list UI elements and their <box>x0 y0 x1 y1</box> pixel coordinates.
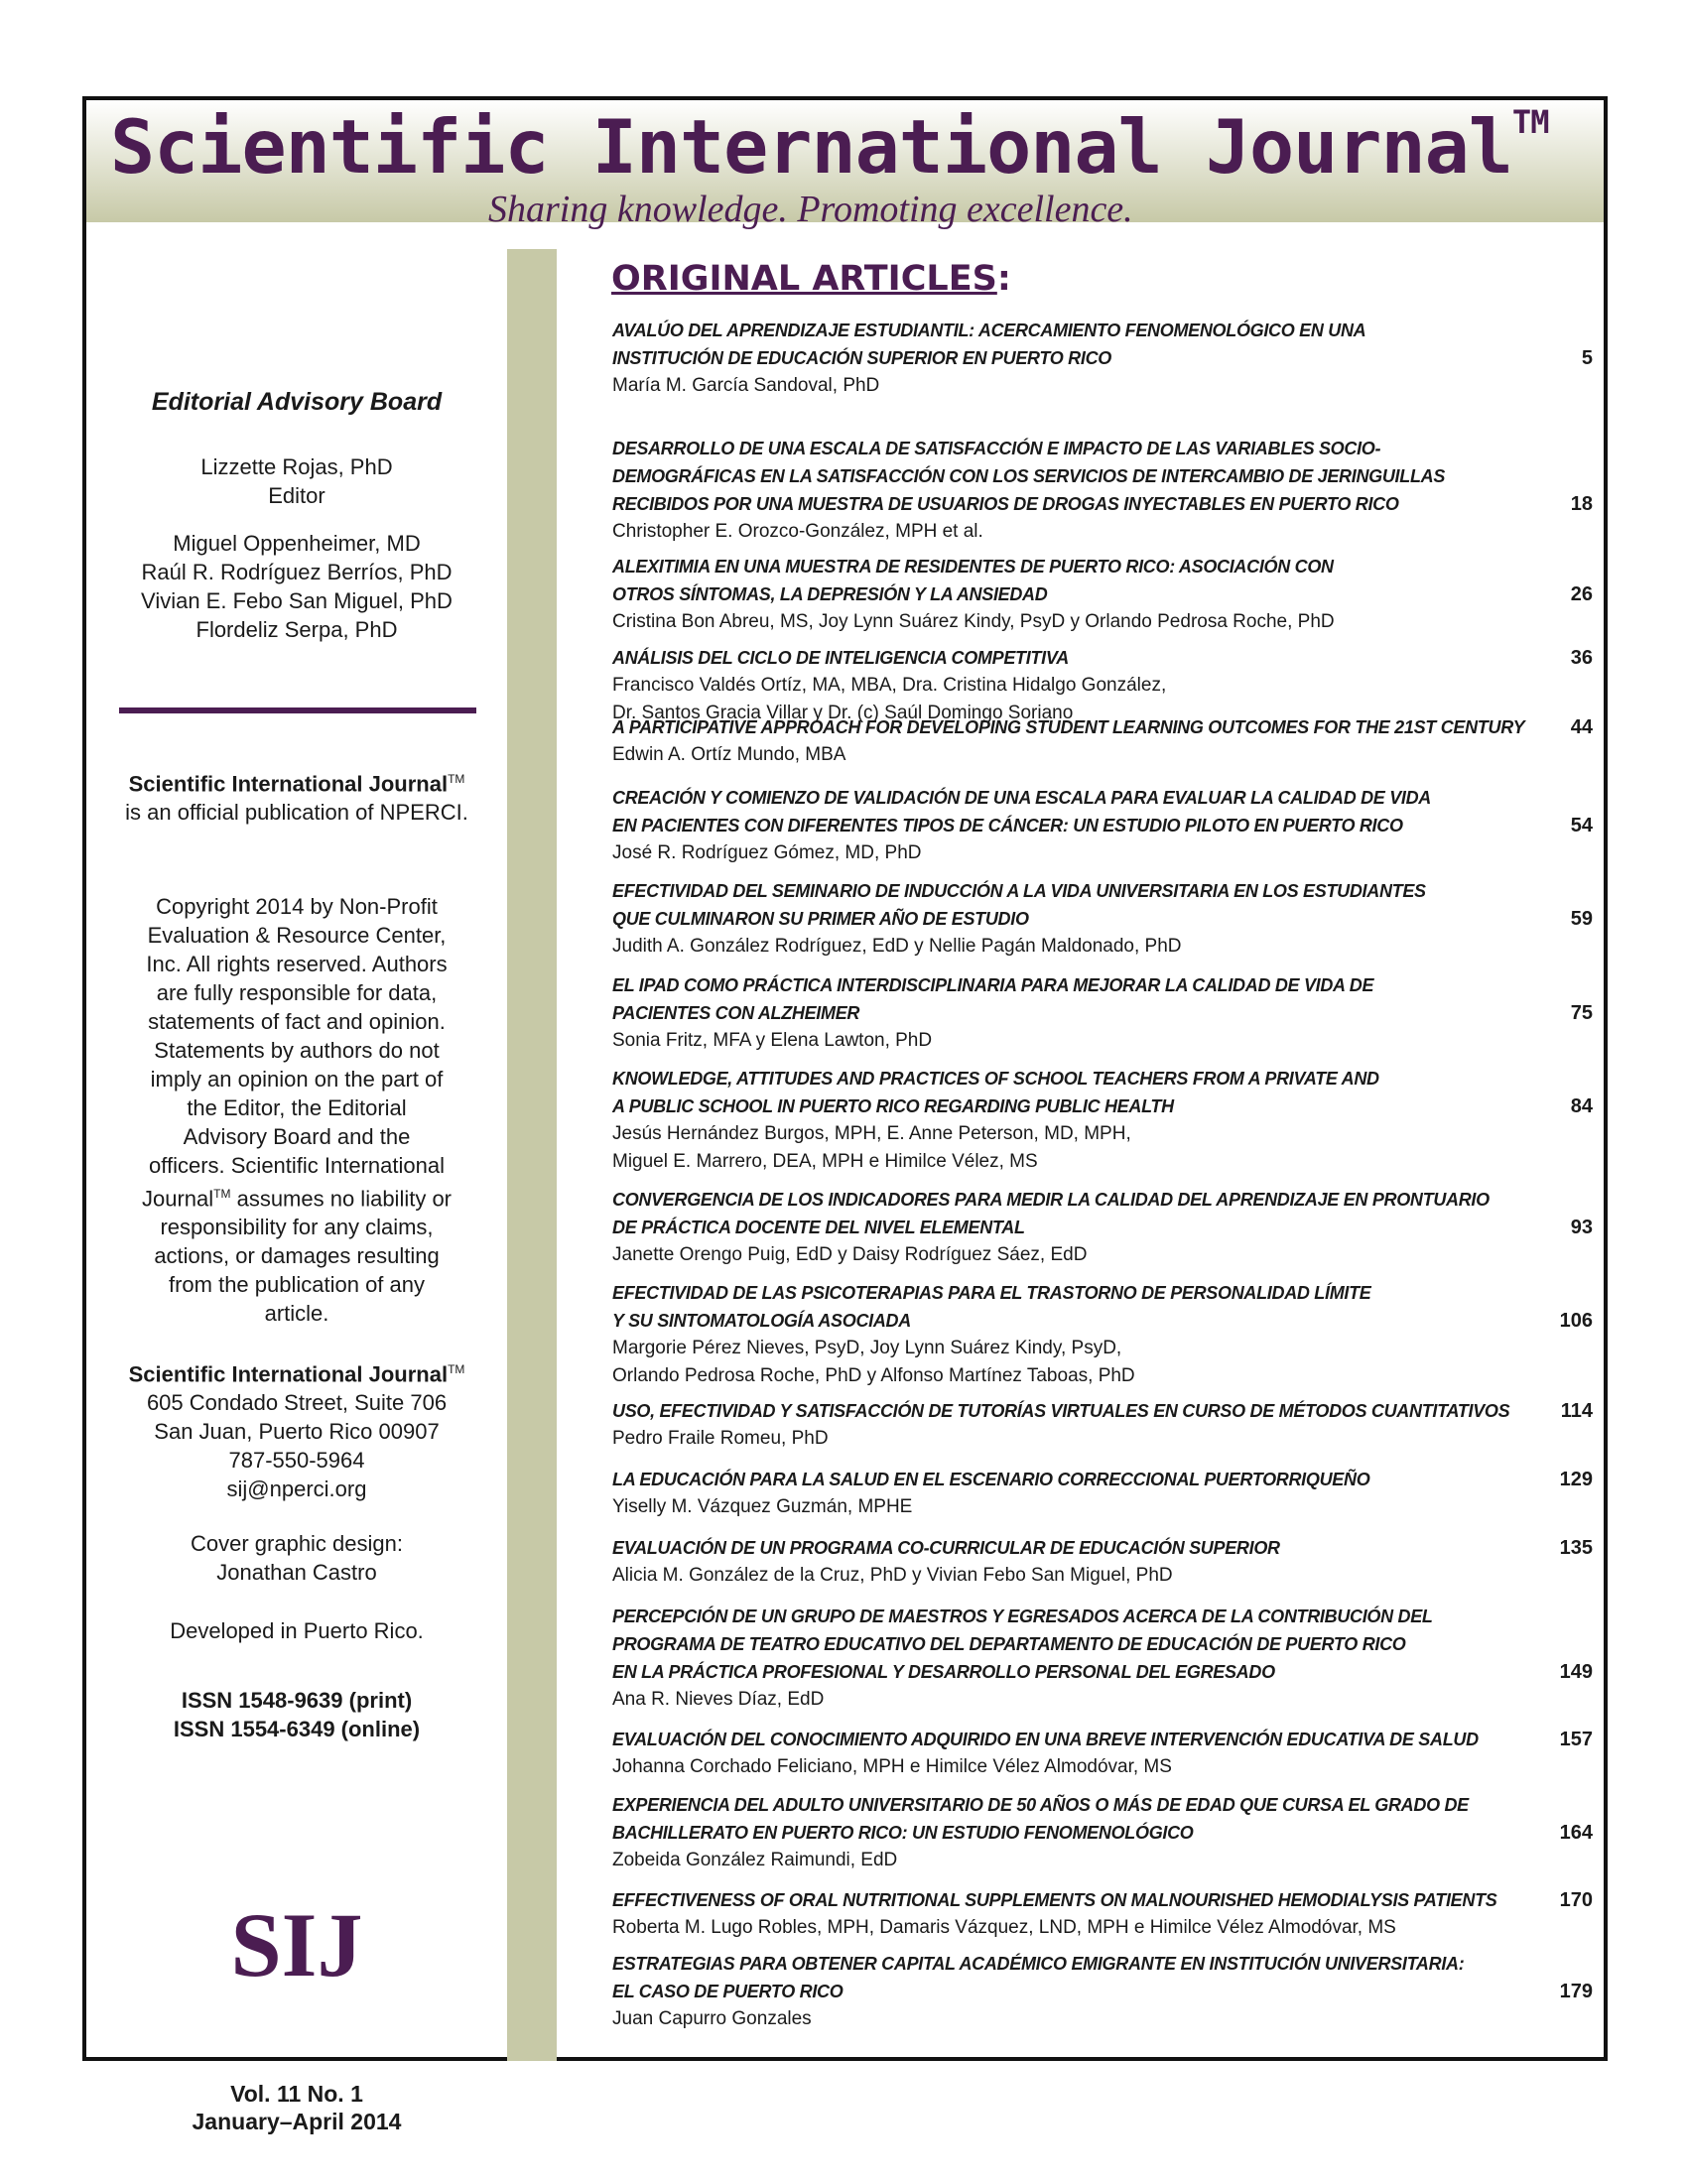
cover-credit-line: Cover graphic design: <box>190 1531 403 1556</box>
article-authors-line: Yiselly M. Vázquez Guzmán, MPHE <box>612 1496 913 1517</box>
copyright-line: Advisory Board and the <box>183 1124 411 1149</box>
cover-credit <box>86 1529 507 1587</box>
article-title-line: ALEXITIMIA EN UNA MUESTRA DE RESIDENTES DE PUERTO RICO: ASOCIACIÓN CON <box>612 557 1334 577</box>
board-title: Editorial Advisory Board <box>151 388 443 416</box>
article-title-line: A PARTICIPATIVE APPROACH FOR DEVELOPING STUDENT LEARNING OUTCOMES FOR THE 21ST CENTURY <box>612 717 1525 737</box>
article-page-number: 75 <box>1570 1002 1593 1024</box>
copyright-line: Statements by authors do not <box>154 1038 440 1063</box>
article-title-line: QUE CULMINARON SU PRIMER AÑO DE ESTUDIO <box>612 909 1029 929</box>
article-page-number: 135 <box>1559 1537 1593 1559</box>
editor-role: Editor <box>268 483 325 508</box>
article-page-number: 44 <box>1570 716 1593 738</box>
toc-entry[interactable] <box>612 1886 1605 1942</box>
copyright-line: responsibility for any claims, <box>160 1215 434 1240</box>
cover-credit-line: Jonathan Castro <box>216 1560 377 1585</box>
trademark-mark: TM <box>448 772 465 786</box>
article-page-number: 129 <box>1559 1469 1593 1490</box>
copyright-journal: Journal <box>141 1186 214 1212</box>
article-page-number: 149 <box>1559 1661 1593 1683</box>
article-title-line: KNOWLEDGE, ATTITUDES AND PRACTICES OF SCHOOL TEACHERS FROM A PRIVATE AND <box>612 1069 1379 1089</box>
article-title-line: ESTRATEGIAS PARA OBTENER CAPITAL ACADÉMICO EMIGRANTE EN INSTITUCIÓN UNIVERSITARIA: <box>612 1954 1465 1974</box>
journal-tagline: Sharing knowledge. Promoting excellence. <box>488 189 1133 230</box>
article-authors-line: Cristina Bon Abreu, MS, Joy Lynn Suárez Kindy, PsyD y Orlando Pedrosa Roche, PhD <box>612 611 1335 632</box>
article-authors-line: Orlando Pedrosa Roche, PhD y Alfonso Martínez Taboas, PhD <box>612 1365 1135 1386</box>
article-title-line: PACIENTES CON ALZHEIMER <box>612 1003 860 1023</box>
copyright-line: are fully responsible for data, <box>156 980 438 1005</box>
article-authors-line: María M. García Sandoval, PhD <box>612 375 880 396</box>
volume-number: Vol. 11 No. 1 <box>230 2081 363 2107</box>
article-page-number: 164 <box>1559 1822 1593 1844</box>
issn-block <box>86 1686 507 1743</box>
toc-entry[interactable] <box>612 1791 1605 1874</box>
article-page-number: 54 <box>1570 815 1593 836</box>
toc-entry[interactable] <box>612 435 1605 546</box>
article-title-line: A PUBLIC SCHOOL IN PUERTO RICO REGARDING PUBLIC HEALTH <box>612 1096 1174 1116</box>
article-title-line: ANÁLISIS DEL CICLO DE INTELIGENCIA COMPETITIVA <box>612 648 1069 668</box>
article-title-line: EFFECTIVENESS OF ORAL NUTRITIONAL SUPPLEMENTS ON MALNOURISHED HEMODIALYSIS PATIENTS <box>612 1890 1497 1910</box>
cover-frame <box>82 96 1608 2134</box>
copyright-line: article. <box>264 1301 329 1327</box>
toc-entry[interactable] <box>612 1950 1605 2033</box>
article-title-line: PROGRAMA DE TEATRO EDUCATIVO DEL DEPARTAMENTO DE EDUCACIÓN DE PUERTO RICO <box>612 1634 1406 1654</box>
publication-statement: is an official publication of NPERCI. <box>125 800 468 826</box>
article-title-line: LA EDUCACIÓN PARA LA SALUD EN EL ESCENARIO CORRECCIONAL PUERTORRIQUEÑO <box>612 1470 1370 1489</box>
article-title-line: CREACIÓN Y COMIENZO DE VALIDACIÓN DE UNA ESCALA PARA EVALUAR LA CALIDAD DE VIDA <box>612 788 1431 808</box>
article-authors-line: Alicia M. González de la Cruz, PhD y Vivian Febo San Miguel, PhD <box>612 1565 1173 1586</box>
article-title-line: USO, EFECTIVIDAD Y SATISFACCIÓN DE TUTORÍAS VIRTUALES EN CURSO DE MÉTODOS CUANTITATIVOS <box>612 1401 1510 1421</box>
trademark-mark: TM <box>1511 103 1549 141</box>
article-title-line: OTROS SÍNTOMAS, LA DEPRESIÓN Y LA ANSIEDAD <box>612 584 1048 604</box>
article-title-line: EVALUACIÓN DEL CONOCIMIENTO ADQUIRIDO EN UNA BREVE INTERVENCIÓN EDUCATIVA DE SALUD <box>612 1730 1479 1749</box>
copyright-line: imply an opinion on the part of <box>150 1067 444 1092</box>
copyright-block <box>86 892 507 1328</box>
toc-entry[interactable] <box>612 553 1605 636</box>
email-address[interactable]: sij@nperci.org <box>226 1477 367 1502</box>
copyright-line: officers. Scientific International <box>149 1153 445 1178</box>
copyright-line: Evaluation & Resource Center, <box>147 923 447 948</box>
article-authors-line: Christopher E. Orozco-González, MPH et al. <box>612 521 983 542</box>
article-page-number: 157 <box>1559 1729 1593 1750</box>
journal-title <box>110 103 1549 191</box>
article-authors-line: Jesús Hernández Burgos, MPH, E. Anne Peterson, MD, MPH, <box>612 1123 1131 1144</box>
article-title-line: PERCEPCIÓN DE UN GRUPO DE MAESTROS Y EGRESADOS ACERCA DE LA CONTRIBUCIÓN DEL <box>612 1606 1433 1626</box>
section-heading-colon: : <box>996 259 1011 299</box>
toc-entry[interactable] <box>612 713 1605 769</box>
article-authors-line: Dr. Santos Gracia Villar y Dr. (c) Saúl Domingo Soriano <box>612 703 1074 723</box>
article-page-number: 114 <box>1560 1400 1593 1422</box>
board-member: Miguel Oppenheimer, MD <box>173 531 421 556</box>
article-authors-line: José R. Rodríguez Gómez, MD, PhD <box>612 842 922 863</box>
toc-entry[interactable] <box>612 784 1605 867</box>
article-authors-line: Janette Orengo Puig, EdD y Daisy Rodríguez Sáez, EdD <box>612 1244 1088 1265</box>
article-authors-line: Judith A. González Rodríguez, EdD y Nellie Pagán Maldonado, PhD <box>612 936 1182 957</box>
address-publication-name: Scientific International Journal <box>128 1361 449 1387</box>
table-of-contents <box>557 249 1604 2061</box>
sij-logo: SIJ <box>230 1894 363 1995</box>
toc-entry[interactable] <box>612 1603 1605 1714</box>
article-page-number: 26 <box>1570 583 1593 605</box>
article-title-line: Y SU SINTOMATOLOGÍA ASOCIADA <box>612 1311 911 1331</box>
article-authors-line: Roberta M. Lugo Robles, MPH, Damaris Vázquez, LND, MPH e Himilce Vélez Almodóvar, MS <box>612 1917 1396 1938</box>
left-sidebar <box>86 249 507 2134</box>
article-title-line: EVALUACIÓN DE UN PROGRAMA CO-CURRICULAR DE EDUCACIÓN SUPERIOR <box>612 1538 1280 1558</box>
address-block <box>86 1355 507 1503</box>
toc-entry[interactable] <box>612 1279 1605 1390</box>
article-authors-line: Edwin A. Ortíz Mundo, MBA <box>612 744 846 765</box>
copyright-line: Copyright 2014 by Non-Profit <box>156 894 438 919</box>
section-heading-text: ORIGINAL ARTICLES <box>611 259 997 299</box>
publication-name: Scientific International Journal <box>128 771 449 797</box>
copyright-line: from the publication of any <box>168 1272 426 1298</box>
copyright-line: actions, or damages resulting <box>154 1243 440 1269</box>
article-page-number: 179 <box>1559 1981 1593 2002</box>
article-page-number: 106 <box>1559 1310 1593 1332</box>
journal-title-text: Scientific International Journal <box>110 103 1512 191</box>
trademark-mark: TM <box>448 1362 465 1376</box>
copyright-line: statements of fact and opinion. <box>148 1009 446 1034</box>
board-member: Vivian E. Febo San Miguel, PhD <box>141 588 453 613</box>
article-page-number: 5 <box>1581 347 1593 369</box>
address-line: 605 Condado Street, Suite 706 <box>146 1390 448 1416</box>
article-title-line: CONVERGENCIA DE LOS INDICADORES PARA MEDIR LA CALIDAD DEL APRENDIZAJE EN PRONTUARIO <box>612 1190 1490 1210</box>
issue-info <box>86 2080 507 2135</box>
article-page-number: 84 <box>1570 1095 1593 1117</box>
article-authors-line: Zobeida González Raimundi, EdD <box>612 1850 898 1870</box>
issue-date: January–April 2014 <box>192 2109 402 2134</box>
article-page-number: 36 <box>1570 647 1593 669</box>
article-authors-line: Miguel E. Marrero, DEA, MPH e Himilce Vélez, MS <box>612 1151 1038 1172</box>
article-title-line: EL CASO DE PUERTO RICO <box>612 1982 844 2001</box>
article-title-line: DE PRÁCTICA DOCENTE DEL NIVEL ELEMENTAL <box>612 1218 1025 1237</box>
article-page-number: 170 <box>1559 1889 1593 1911</box>
article-title-line: BACHILLERATO EN PUERTO RICO: UN ESTUDIO FENOMENOLÓGICO <box>612 1823 1194 1843</box>
article-title-line: EFECTIVIDAD DEL SEMINARIO DE INDUCCIÓN A LA VIDA UNIVERSITARIA EN LOS ESTUDIANTES <box>612 881 1426 901</box>
issn-online: ISSN 1554-6349 (online) <box>173 1717 421 1741</box>
toc-entry[interactable] <box>612 1726 1605 1781</box>
phone-number: 787-550-5964 <box>228 1448 365 1474</box>
toc-entry[interactable] <box>612 1065 1605 1176</box>
toc-entry[interactable] <box>612 1466 1605 1521</box>
article-authors-line: Francisco Valdés Ortíz, MA, MBA, Dra. Cristina Hidalgo González, <box>612 675 1167 696</box>
article-authors-line: Sonia Fritz, MFA y Elena Lawton, PhD <box>612 1030 933 1051</box>
article-authors-line: Ana R. Nieves Díaz, EdD <box>612 1689 825 1710</box>
toc-entry[interactable] <box>612 1397 1605 1453</box>
article-title-line: EL IPAD COMO PRÁCTICA INTERDISCIPLINARIA PARA MEJORAR LA CALIDAD DE VIDA DE <box>612 975 1374 995</box>
article-title-line: RECIBIDOS POR UNA MUESTRA DE USUARIOS DE DROGAS INYECTABLES EN PUERTO RICO <box>612 494 1399 514</box>
toc-entry[interactable] <box>612 877 1605 961</box>
issn-print: ISSN 1548-9639 (print) <box>181 1688 413 1713</box>
developed-note: Developed in Puerto Rico. <box>170 1618 424 1643</box>
article-authors-line: Margorie Pérez Nieves, PsyD, Joy Lynn Suárez Kindy, PsyD, <box>612 1338 1122 1358</box>
board-members <box>86 529 507 644</box>
toc-entry[interactable] <box>612 1534 1605 1590</box>
article-title-line: EN LA PRÁCTICA PROFESIONAL Y DESARROLLO PERSONAL DEL EGRESADO <box>612 1662 1275 1682</box>
publisher-block <box>86 765 507 827</box>
sidebar-divider <box>119 707 476 713</box>
article-authors-line: Johanna Corchado Feliciano, MPH e Himilce Vélez Almodóvar, MS <box>612 1756 1172 1777</box>
board-member: Flordeliz Serpa, PhD <box>195 617 398 642</box>
article-title-line: EFECTIVIDAD DE LAS PSICOTERAPIAS PARA EL TRASTORNO DE PERSONALIDAD LÍMITE <box>612 1283 1371 1303</box>
article-authors-line: Juan Capurro Gonzales <box>612 2008 812 2029</box>
article-page-number: 59 <box>1570 908 1593 930</box>
article-title-line: EXPERIENCIA DEL ADULTO UNIVERSITARIO DE 50 AÑOS O MÁS DE EDAD QUE CURSA EL GRADO DE <box>612 1795 1469 1815</box>
article-page-number: 93 <box>1570 1217 1593 1238</box>
article-title-line: INSTITUCIÓN DE EDUCACIÓN SUPERIOR EN PUERTO RICO <box>612 348 1111 368</box>
toc-entry[interactable] <box>612 971 1605 1055</box>
article-title-line: EN PACIENTES CON DIFERENTES TIPOS DE CÁNCER: UN ESTUDIO PILOTO EN PUERTO RICO <box>612 816 1403 835</box>
section-heading <box>611 259 1011 299</box>
editor-block <box>86 452 507 510</box>
board-member: Raúl R. Rodríguez Berríos, PhD <box>141 560 453 584</box>
masthead <box>86 100 1604 230</box>
article-title-line: AVALÚO DEL APRENDIZAJE ESTUDIANTIL: ACERCAMIENTO FENOMENOLÓGICO EN UNA <box>612 321 1366 340</box>
article-title-line: DESARROLLO DE UNA ESCALA DE SATISFACCIÓN E IMPACTO DE LAS VARIABLES SOCIO- <box>612 439 1381 458</box>
editor-name: Lizzette Rojas, PhD <box>200 454 393 479</box>
copyright-line: Inc. All rights reserved. Authors <box>146 952 448 976</box>
olive-divider-band <box>507 249 557 2061</box>
trademark-mark: TM <box>213 1187 231 1201</box>
article-authors-line: Pedro Fraile Romeu, PhD <box>612 1428 829 1449</box>
article-title-line: DEMOGRÁFICAS EN LA SATISFACCIÓN CON LOS SERVICIOS DE INTERCAMBIO DE JERINGUILLAS <box>612 466 1446 486</box>
toc-entry[interactable] <box>612 317 1605 400</box>
copyright-liability: assumes no liability or <box>230 1186 453 1212</box>
article-page-number: 18 <box>1570 493 1593 515</box>
copyright-line: the Editor, the Editorial <box>187 1095 407 1120</box>
copyright-line <box>86 1180 507 1213</box>
address-line: San Juan, Puerto Rico 00907 <box>154 1419 440 1445</box>
toc-entry[interactable] <box>612 1186 1605 1269</box>
